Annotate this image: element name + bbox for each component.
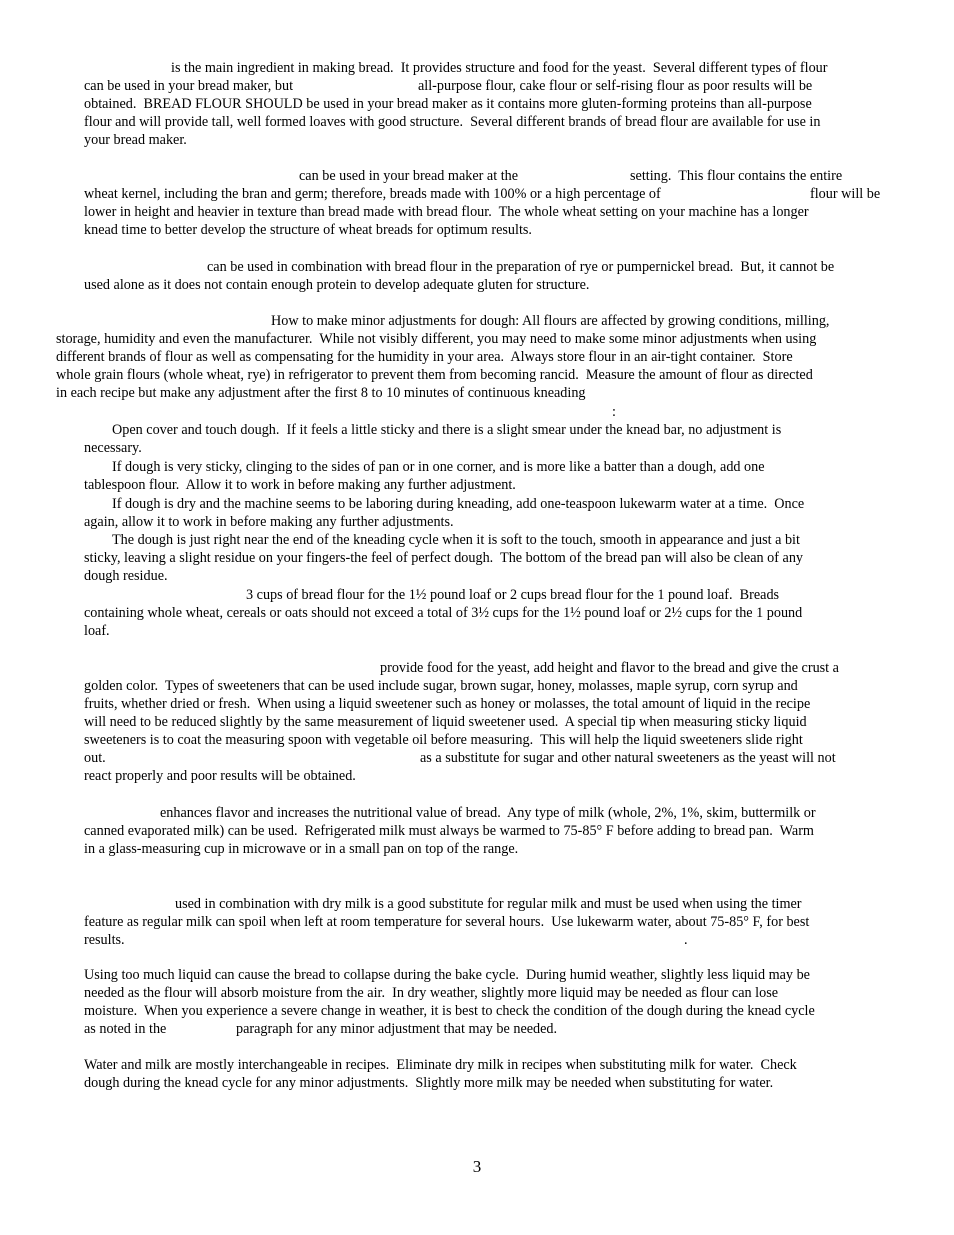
- text-line: used alone as it does not contain enough protein to develop adequate gluten for structure.: [84, 277, 590, 293]
- text-line: is the main ingredient in making bread. It provides structure and food for the yeast. Several different types of flour: [171, 60, 828, 76]
- text-line: can be used in your bread maker at the: [299, 168, 519, 184]
- text-line: flour will be: [810, 186, 881, 202]
- text-line: Open cover and touch dough. If it feels a little sticky and there is a slight smear under the knead bar, no adjustment is: [112, 422, 782, 438]
- text-line: canned evaporated milk) can be used. Refrigerated milk must always be warmed to 75-85° F before adding to bread pan. Warm: [84, 823, 814, 839]
- text-line: as noted in the: [84, 1021, 167, 1037]
- text-line: tablespoon flour. Allow it to work in before making any further adjustment.: [84, 477, 516, 493]
- text-line: containing whole wheat, cereals or oats should not exceed a total of 3½ cups for the 1½ pound loaf or 2½ cups for the 1 pound: [84, 605, 803, 621]
- text-line: in a glass-measuring cup in microwave or in a small pan on top of the range.: [84, 841, 519, 857]
- text-line: feature as regular milk can spoil when left at room temperature for several hours. Use lukewarm water, about 75-85° F, for best: [84, 914, 810, 930]
- text-line: storage, humidity and even the manufacturer. While not visibly different, you may need to make some minor adjustments when using: [56, 331, 817, 347]
- text-line: necessary.: [84, 440, 142, 456]
- text-line: whole grain flours (whole wheat, rye) in refrigerator to prevent them from becoming rancid. Measure the amount of flour as directed: [56, 367, 813, 383]
- text-line: If dough is very sticky, clinging to the sides of pan or in one corner, and is more like a batter than a dough, add one: [112, 459, 765, 475]
- text-line: wheat kernel, including the bran and germ; therefore, breads made with 100% or a high percentage of: [84, 186, 661, 202]
- text-line: setting. This flour contains the entire: [630, 168, 843, 184]
- text-line: lower in height and heavier in texture than bread made with bread flour. The whole wheat setting on your machine has a longer: [84, 204, 809, 220]
- text-line: moisture. When you experience a severe change in weather, it is best to check the condition of the dough during the knead cycle: [84, 1003, 815, 1019]
- text-line: Water and milk are mostly interchangeable in recipes. Eliminate dry milk in recipes when substituting milk for water. Check: [84, 1057, 797, 1073]
- text-line: results.: [84, 932, 125, 948]
- text-line: will need to be reduced slightly by the same measurement of liquid sweetener used. A special tip when measuring sticky liquid: [84, 714, 807, 730]
- text-line: can be used in your bread maker, but: [84, 78, 294, 94]
- text-line: Using too much liquid can cause the bread to collapse during the bake cycle. During humid weather, slightly less liquid may be: [84, 967, 810, 983]
- text-line: react properly and poor results will be obtained.: [84, 768, 356, 784]
- text-line: different brands of flour as well as compensating for the humidity in your area. Always store flour in an air-tight container. Store: [56, 349, 793, 365]
- text-line: in each recipe but make any adjustment after the first 8 to 10 minutes of continuous kneading: [56, 385, 586, 401]
- text-line: needed as the flour will absorb moisture from the air. In dry weather, slightly more liquid may be needed as flour can lose: [84, 985, 779, 1001]
- text-line: :: [612, 404, 616, 420]
- text-line: fruits, whether dried or fresh. When using a liquid sweetener such as honey or molasses, the total amount of liquid in the recipe: [84, 696, 811, 712]
- text-line: your bread maker.: [84, 132, 187, 148]
- text-line: loaf.: [84, 623, 110, 639]
- text-line: provide food for the yeast, add height and flavor to the bread and give the crust a: [380, 660, 839, 676]
- text-line: The dough is just right near the end of the kneading cycle when it is soft to the touch, smooth in appearance and just a bit: [112, 532, 800, 548]
- text-line: dough residue.: [84, 568, 168, 584]
- text-line: knead time to better develop the structure of wheat breads for optimum results.: [84, 222, 532, 238]
- text-line: How to make minor adjustments for dough: All flours are affected by growing conditions, milling,: [271, 313, 830, 329]
- text-line: again, allow it to work in before making any further adjustments.: [84, 514, 454, 530]
- text-line: obtained. BREAD FLOUR SHOULD be used in your bread maker as it contains more gluten-forming proteins than all-purpose: [84, 96, 812, 112]
- text-line: sticky, leaving a slight residue on your fingers-the feel of perfect dough. The bottom of the bread pan will also be clean of any: [84, 550, 804, 566]
- page-number: 3: [472, 1157, 482, 1176]
- text-line: enhances flavor and increases the nutritional value of bread. Any type of milk (whole, 2%, 1%, skim, buttermilk or: [160, 805, 816, 821]
- text-line: can be used in combination with bread flour in the preparation of rye or pumpernickel bread. But, it cannot be: [207, 259, 835, 275]
- text-line: sweeteners is to coat the measuring spoon with vegetable oil before measuring. This will help the liquid sweeteners slide right: [84, 732, 803, 748]
- text-line: as a substitute for sugar and other natural sweeteners as the yeast will not: [420, 750, 836, 766]
- text-line: paragraph for any minor adjustment that may be needed.: [236, 1021, 558, 1037]
- text-line: .: [684, 932, 688, 948]
- text-line: 3 cups of bread flour for the 1½ pound loaf or 2 cups bread flour for the 1 pound loaf. Breads: [246, 587, 780, 603]
- text-line: flour and will provide tall, well formed loaves with good structure. Several different brands of bread flour are available for use in: [84, 114, 821, 130]
- text-line: golden color. Types of sweeteners that can be used include sugar, brown sugar, honey, molasses, maple syrup, corn syrup and: [84, 678, 798, 694]
- text-line: dough during the knead cycle for any minor adjustments. Slightly more milk may be needed when substituting for water.: [84, 1075, 774, 1091]
- text-line: out.: [84, 750, 106, 766]
- text-line: If dough is dry and the machine seems to be laboring during kneading, add one-teaspoon lukewarm water at a time. Once: [112, 496, 805, 512]
- text-line: all-purpose flour, cake flour or self-rising flour as poor results will be: [418, 78, 813, 94]
- text-line: used in combination with dry milk is a good substitute for regular milk and must be used when using the timer: [175, 896, 802, 912]
